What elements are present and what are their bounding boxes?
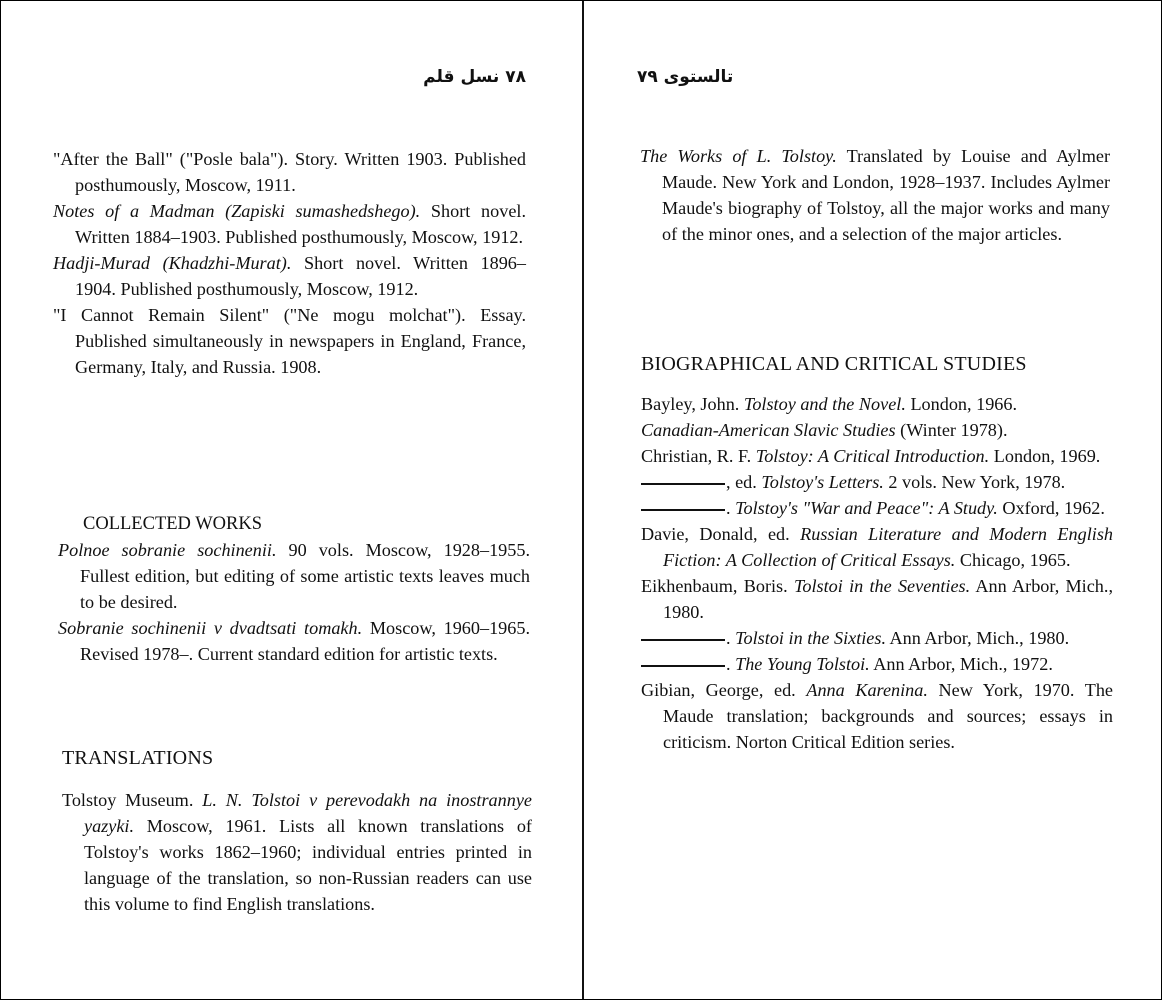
left-page <box>1 1 581 999</box>
bib-entry: "I Cannot Remain Silent" ("Ne mogu molchat"). Essay. Published simultaneously in newspapers in England, France, Germany, Italy, and Russia. 1908. <box>53 305 526 377</box>
bib-entry: Eikhenbaum, Boris. Tolstoi in the Seventies. Ann Arbor, Mich., 1980. <box>641 576 1113 622</box>
left-page-header: ۷۸ نسل قلم <box>423 67 526 87</box>
bib-entry: Hadji-Murad (Khadzhi-Murat). Short novel. Written 1896–1904. Published posthumously, Moscow, 1912. <box>53 253 526 299</box>
bib-entry: The Works of L. Tolstoy. Translated by Louise and Aylmer Maude. New York and London, 1928–1937. Includes Aylmer Maude's biography of Tolstoy, all the major works and many of the minor ones, and a selection of the major articles. <box>640 146 1110 244</box>
bib-entry: Christian, R. F. Tolstoy: A Critical Introduction. London, 1969. <box>641 446 1101 466</box>
bib-entry: . Tolstoy's "War and Peace": A Study. Oxford, 1962. <box>641 495 1113 521</box>
bib-entry: Canadian-American Slavic Studies (Winter 1978). <box>641 420 1008 440</box>
right-page <box>585 1 1161 999</box>
bib-entry: Polnoe sobranie sochinenii. 90 vols. Moscow, 1928–1955. Fullest edition, but editing of some artistic texts leaves much to be desired. <box>58 540 530 612</box>
right-page-header: تالستوی ۷۹ <box>637 67 734 87</box>
section-heading: COLLECTED WORKS <box>83 514 263 534</box>
works-list-left <box>53 146 526 380</box>
studies-list <box>641 391 1113 755</box>
studies-heading <box>641 351 1027 377</box>
bib-entry: Davie, Donald, ed. Russian Literature and Modern English Fiction: A Collection of Critical Essays. Chicago, 1965. <box>641 524 1114 570</box>
translations-list <box>62 787 532 917</box>
bib-entry: Gibian, George, ed. Anna Karenina. New York, 1970. The Maude translation; backgrounds and sources; essays in criticism. Norton Critical Edition series. <box>641 680 1113 752</box>
bib-entry: , ed. Tolstoy's Letters. 2 vols. New York, 1978. <box>641 469 1113 495</box>
bib-entry: Sobranie sochinenii v dvadtsati tomakh. Moscow, 1960–1965. Revised 1978–. Current standard edition for artistic texts. <box>58 618 530 664</box>
section-heading: BIOGRAPHICAL AND CRITICAL STUDIES <box>641 353 1027 375</box>
collected-works-list <box>58 537 530 667</box>
bib-entry: Notes of a Madman (Zapiski sumashedshego). Short novel. Written 1884–1903. Published posthumously, Moscow, 1912. <box>53 201 527 247</box>
bib-entry: "After the Ball" ("Posle bala"). Story. Written 1903. Published posthumously, Moscow, 1911. <box>53 149 526 195</box>
collected-works-heading <box>83 511 262 537</box>
bib-entry: Bayley, John. Tolstoy and the Novel. London, 1966. <box>641 394 1018 414</box>
works-list-right <box>640 143 1110 247</box>
bib-entry: . The Young Tolstoi. Ann Arbor, Mich., 1972. <box>641 651 1113 677</box>
translations-heading <box>62 745 213 771</box>
bib-entry: . Tolstoi in the Sixties. Ann Arbor, Mich., 1980. <box>641 625 1113 651</box>
section-heading: TRANSLATIONS <box>62 747 214 769</box>
bib-entry: Tolstoy Museum. L. N. Tolstoi v perevodakh na inostrannye yazyki. Moscow, 1961. Lists all known translations of Tolstoy's works 1862–1960; individual entries printed in language of the translation, so non-Russian readers can use this volume to find English translations. <box>62 790 532 914</box>
page-gutter <box>582 1 584 999</box>
